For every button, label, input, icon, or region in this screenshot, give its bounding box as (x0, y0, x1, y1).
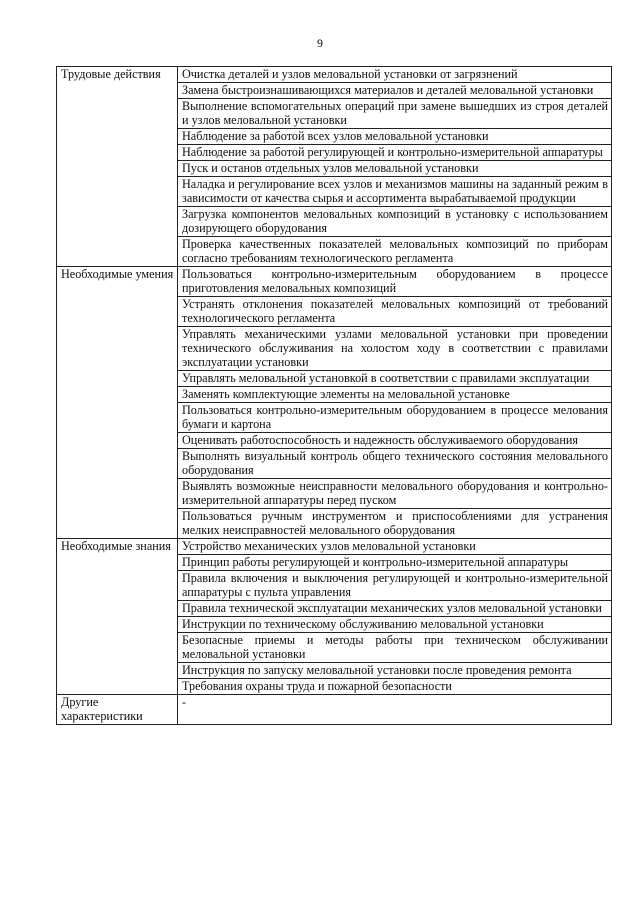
table-cell-item: Замена быстроизнашивающихся материалов и деталей меловальной установки (178, 83, 612, 99)
table-cell-item: Пользоваться контрольно-измерительным оборудованием в процессе приготовления меловальных композиций (178, 267, 612, 297)
table-cell-item: Проверка качественных показателей меловальных композиций по приборам согласно требованиям технологического регламента (178, 237, 612, 267)
table-cell-item: Наладка и регулирование всех узлов и механизмов машины на заданный режим в зависимости от качества сырья и ассортимента вырабатываемой продукции (178, 177, 612, 207)
table-cell-item: Выполнять визуальный контроль общего технического состояния меловального оборудования (178, 449, 612, 479)
table-cell-item: Выявлять возможные неисправности меловального оборудования и контрольно-измерительной аппаратуры перед пуском (178, 479, 612, 509)
table-cell-item: Наблюдение за работой регулирующей и контрольно-измерительной аппаратуры (178, 145, 612, 161)
table-cell-item: Устранять отклонения показателей меловальных композиций от требований технологического регламента (178, 297, 612, 327)
section-label-cell (57, 267, 178, 539)
table-row (57, 695, 612, 725)
characteristics-table (56, 66, 612, 725)
table-cell-item: Управлять меловальной установкой в соответствии с правилами эксплуатации (178, 371, 612, 387)
table-cell-item: Пользоваться ручным инструментом и приспособлениями для устранения мелких неисправностей меловального оборудования (178, 509, 612, 539)
table-cell-item: Оценивать работоспособность и надежность обслуживаемого оборудования (178, 433, 612, 449)
section-label-cell (57, 695, 178, 725)
section-label-cell (57, 67, 178, 267)
table-cell-item: Требования охраны труда и пожарной безопасности (178, 679, 612, 695)
section-label: Необходимые знания (61, 539, 171, 553)
table-cell-item: Инструкция по запуску меловальной установки после проведения ремонта (178, 663, 612, 679)
table-cell-item: Правила включения и выключения регулирующей и контрольно-измерительной аппаратуры с пульта управления (178, 571, 612, 601)
table-cell-item: Наблюдение за работой всех узлов меловальной установки (178, 129, 612, 145)
table-cell-item: Загрузка компонентов меловальных композиций в установку с использованием дозирующего оборудования (178, 207, 612, 237)
table-cell-item: Устройство механических узлов меловальной установки (178, 539, 612, 555)
table-cell-item: Инструкции по техническому обслуживанию меловальной установки (178, 617, 612, 633)
table-cell-item: - (178, 695, 612, 725)
section-label: Трудовые действия (61, 67, 161, 81)
table-cell-item: Правила технической эксплуатации механических узлов меловальной установки (178, 601, 612, 617)
table-cell-item: Заменять комплектующие элементы на меловальной установке (178, 387, 612, 403)
table-cell-item: Очистка деталей и узлов меловальной установки от загрязнений (178, 67, 612, 83)
section-label: Необходимые умения (61, 267, 174, 281)
table-cell-item: Принцип работы регулирующей и контрольно-измерительной аппаратуры (178, 555, 612, 571)
table-cell-item: Безопасные приемы и методы работы при техническом обслуживании меловальной установки (178, 633, 612, 663)
table-row (57, 67, 612, 83)
table-cell-item: Пуск и останов отдельных узлов меловальной установки (178, 161, 612, 177)
page-number: 9 (317, 36, 323, 50)
table-cell-item: Выполнение вспомогательных операций при замене вышедших из строя деталей и узлов меловальной установки (178, 99, 612, 129)
section-label: Другие характеристики (61, 695, 143, 723)
table-body (57, 67, 612, 725)
section-label-cell (57, 539, 178, 695)
table-row (57, 267, 612, 297)
table-row (57, 539, 612, 555)
table-cell-item: Управлять механическими узлами меловальной установки при проведении технического обслуживания на холостом ходу в соответствии с правилами эксплуатации установки (178, 327, 612, 371)
table-cell-item: Пользоваться контрольно-измерительным оборудованием в процессе мелования бумаги и картона (178, 403, 612, 433)
